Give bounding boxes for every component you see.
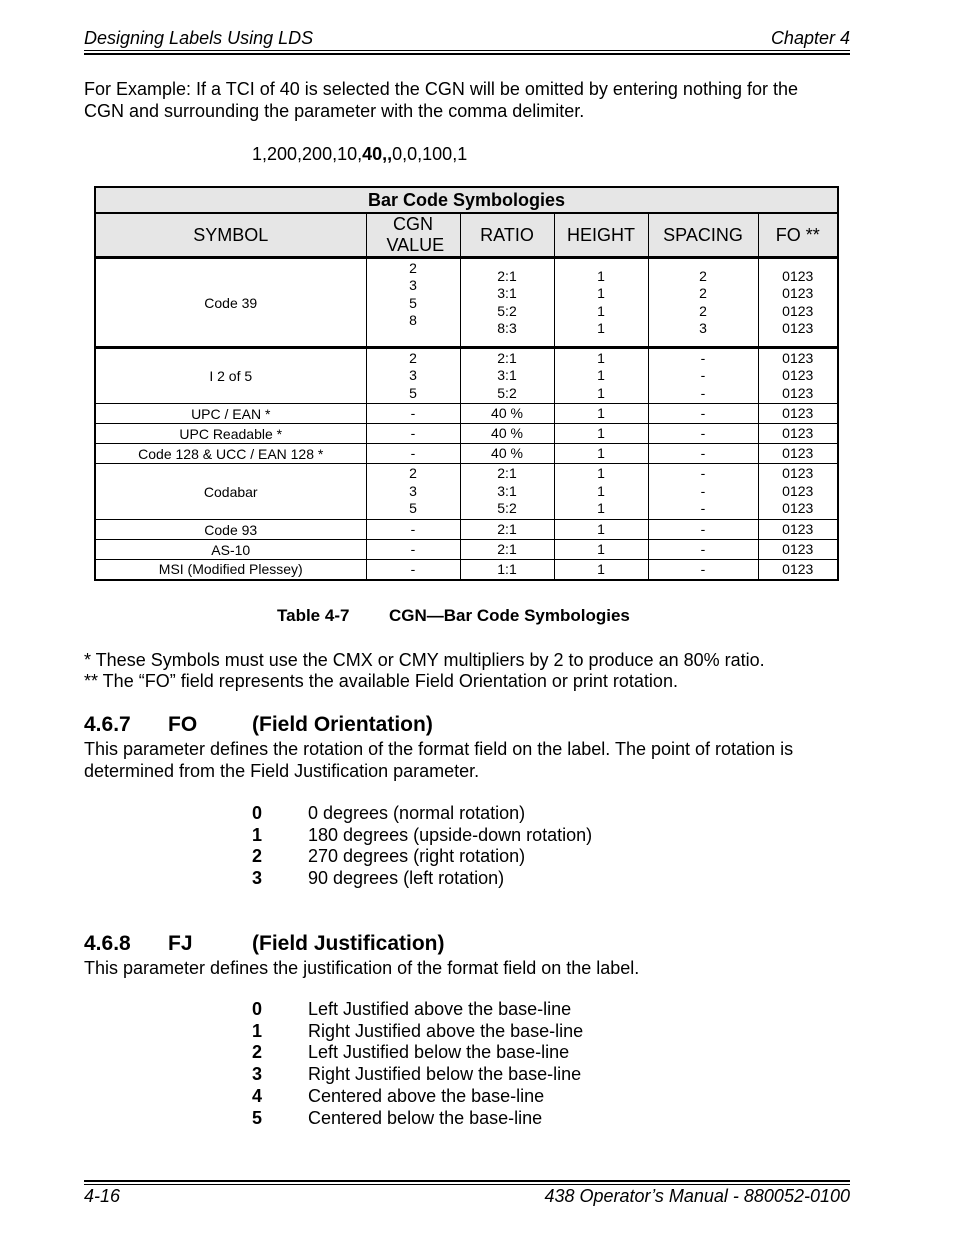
fo-desc-1: This parameter defines the rotation of the format field on the label. The point of rotation is — [84, 739, 794, 759]
cell-values — [555, 445, 648, 463]
cell-value: 0123 — [782, 267, 814, 284]
cell-fo — [758, 560, 838, 580]
cell-ratio — [460, 348, 554, 404]
column-header: CGN VALUE — [366, 213, 460, 258]
cell-value: 1 — [597, 404, 605, 421]
cell-spacing — [648, 404, 758, 424]
cell-value: - — [700, 367, 706, 384]
list-item — [252, 1042, 752, 1064]
cell-value: 1 — [597, 424, 605, 441]
cell-value: 8:3 — [497, 320, 517, 336]
column-header: FO ** — [758, 213, 838, 258]
list-item — [252, 1021, 752, 1043]
option-number: 3 — [252, 867, 263, 888]
cell-value: 2 — [409, 259, 417, 276]
note-1: * These Symbols must use the CMX or CMY multipliers by 2 to produce an 80% ratio. — [84, 650, 765, 670]
cell-value: 2:1 — [497, 349, 517, 366]
cell-value: 2 — [699, 285, 707, 301]
cell-value: - — [700, 349, 706, 366]
table-row — [95, 404, 838, 424]
footer-rule-thick — [84, 1180, 850, 1182]
cell-values — [555, 561, 648, 579]
cell-cgn — [366, 404, 460, 424]
cell-cgn — [366, 560, 460, 580]
cell-values — [367, 445, 460, 463]
intro-line-2: CGN and surrounding the parameter with the comma delimiter. — [84, 101, 585, 121]
cell-values — [759, 541, 838, 559]
option-text: Centered above the base-line — [308, 1085, 545, 1106]
option-text: 90 degrees (left rotation) — [308, 867, 505, 888]
cell-values — [555, 268, 648, 338]
list-item — [252, 825, 752, 847]
cell-ratio — [460, 404, 554, 424]
list-item — [252, 868, 752, 890]
cell-values — [367, 541, 460, 559]
table-row — [95, 444, 838, 464]
cell-fo — [758, 464, 838, 520]
cell-values — [759, 465, 838, 518]
cell-cgn — [366, 424, 460, 444]
cell-value: - — [700, 384, 706, 401]
cell-values — [367, 260, 460, 330]
cell-value: 5:2 — [497, 500, 517, 517]
table-row — [95, 540, 838, 560]
cell-values — [367, 405, 460, 423]
column-header: SPACING — [648, 213, 758, 258]
note-2: ** The “FO” field represents the available Field Orientation or print rotation. — [84, 671, 678, 691]
cell-values — [759, 350, 838, 403]
option-number: 2 — [252, 846, 263, 866]
cell-value: 1:1 — [497, 560, 517, 577]
cell-cgn — [366, 444, 460, 464]
cell-values — [759, 521, 838, 539]
cell-value: 0123 — [782, 320, 814, 336]
cell-values — [555, 425, 648, 443]
cell-value: 1 — [597, 384, 605, 401]
cell-value: - — [700, 500, 706, 517]
cell-values — [461, 541, 554, 559]
cell-ratio — [460, 464, 554, 520]
cell-symbol: UPC Readable * — [95, 424, 366, 444]
cell-value: - — [700, 482, 706, 499]
cell-ratio — [460, 520, 554, 540]
cell-values — [759, 268, 838, 338]
cell-value: 3 — [409, 482, 417, 499]
footer-right: 438 Operator’s Manual - 880052-0100 — [544, 1186, 850, 1206]
list-item — [252, 803, 752, 825]
list-item — [252, 846, 752, 868]
table-row — [95, 464, 838, 520]
cell-value: 2:1 — [497, 520, 517, 537]
section-title: (Field Orientation) — [252, 713, 433, 736]
cell-value: 1 — [597, 302, 605, 319]
cell-ratio — [460, 258, 554, 348]
cell-values — [461, 268, 554, 338]
cell-cgn — [366, 540, 460, 560]
cell-value: 8 — [409, 312, 417, 328]
option-number: 0 — [252, 999, 263, 1019]
cell-value: 0123 — [782, 367, 814, 384]
cell-value: - — [410, 520, 416, 537]
cell-value: 40 % — [491, 444, 523, 461]
cell-values — [367, 561, 460, 579]
cell-values — [555, 521, 648, 539]
footer-rule — [84, 1184, 850, 1185]
section-number: 4.6.8 — [84, 932, 131, 955]
cell-values — [555, 405, 648, 423]
cell-value: - — [700, 540, 706, 557]
cell-spacing — [648, 348, 758, 404]
cell-cgn — [366, 348, 460, 404]
cell-value: 0123 — [782, 302, 814, 319]
cell-values — [555, 465, 648, 518]
cell-symbol: MSI (Modified Plessey) — [95, 560, 366, 580]
cell-value: 1 — [597, 367, 605, 384]
table-row — [95, 348, 838, 404]
cell-values — [649, 561, 758, 579]
cell-values — [461, 350, 554, 403]
option-text: Left Justified above the base-line — [308, 999, 572, 1019]
column-header: RATIO — [460, 213, 554, 258]
cell-ratio — [460, 540, 554, 560]
cell-value: 1 — [597, 444, 605, 461]
header-rule-thick — [84, 53, 850, 55]
option-text: Right Justified above the base-line — [308, 1020, 584, 1041]
cell-value: 5 — [409, 294, 417, 311]
cell-ratio — [460, 560, 554, 580]
section-number: 4.6.7 — [84, 713, 131, 736]
table-caption-number: Table 4-7 — [277, 606, 350, 625]
cell-values — [649, 521, 758, 539]
option-number: 1 — [252, 1020, 263, 1041]
cell-symbol: I 2 of 5 — [95, 348, 366, 404]
cell-values — [759, 405, 838, 423]
cell-fo — [758, 348, 838, 404]
cell-values — [461, 465, 554, 518]
cell-height — [554, 520, 648, 540]
cell-symbol: Code 93 — [95, 520, 366, 540]
cell-value: 1 — [597, 482, 605, 499]
cell-value: 1 — [597, 267, 605, 284]
cell-value: - — [410, 404, 416, 421]
section-heading-fo — [84, 713, 584, 739]
cell-value: 0123 — [782, 444, 814, 461]
cell-values — [759, 561, 838, 579]
option-number: 1 — [252, 824, 263, 845]
cell-values — [649, 541, 758, 559]
column-header: HEIGHT — [554, 213, 648, 258]
cell-values — [649, 445, 758, 463]
section-title: (Field Justification) — [252, 932, 445, 955]
cell-values — [461, 425, 554, 443]
cell-ratio — [460, 444, 554, 464]
cell-value: - — [700, 424, 706, 441]
cell-values — [555, 541, 648, 559]
table-caption-text: CGN—Bar Code Symbologies — [389, 606, 630, 625]
cell-height — [554, 560, 648, 580]
option-number: 4 — [252, 1085, 263, 1106]
cell-value: 0123 — [782, 285, 814, 301]
table-title: Bar Code Symbologies — [95, 187, 838, 213]
list-item — [252, 1108, 752, 1130]
cell-value: 2 — [409, 349, 417, 366]
cell-values — [461, 561, 554, 579]
cell-fo — [758, 520, 838, 540]
cell-value: - — [410, 444, 416, 461]
option-text: Left Justified below the base-line — [308, 1042, 570, 1063]
cell-value: 5:2 — [497, 384, 517, 401]
cell-cgn — [366, 464, 460, 520]
option-text: 270 degrees (right rotation) — [308, 846, 526, 866]
cell-fo — [758, 540, 838, 560]
cell-value: - — [700, 560, 706, 577]
cell-value: 2:1 — [497, 540, 517, 557]
cell-value: 0123 — [782, 500, 814, 517]
cell-value: 1 — [597, 500, 605, 517]
cell-height — [554, 424, 648, 444]
cell-spacing — [648, 464, 758, 520]
cell-fo — [758, 444, 838, 464]
cell-symbol: Code 128 & UCC / EAN 128 * — [95, 444, 366, 464]
cell-values — [367, 521, 460, 539]
cell-value: - — [410, 424, 416, 441]
header-left: Designing Labels Using LDS — [84, 28, 314, 48]
cell-cgn — [366, 258, 460, 348]
table-row — [95, 258, 838, 348]
fo-desc-2: determined from the Field Justification parameter. — [84, 761, 480, 781]
cell-value: 1 — [597, 285, 605, 301]
cell-value: 3 — [409, 367, 417, 384]
cell-value: 5 — [409, 500, 417, 517]
header-rule — [84, 50, 850, 51]
example-pre: 1,200,200,10, — [252, 144, 363, 164]
section-code: FJ — [168, 932, 193, 955]
cell-values — [649, 425, 758, 443]
cell-values — [649, 405, 758, 423]
cell-value: 1 — [597, 540, 605, 557]
cell-spacing — [648, 258, 758, 348]
cell-values — [461, 405, 554, 423]
cell-values — [461, 445, 554, 463]
cell-ratio — [460, 424, 554, 444]
cell-value: 0123 — [782, 349, 814, 366]
cell-value: - — [700, 465, 706, 482]
cell-value: 0123 — [782, 520, 814, 537]
cell-fo — [758, 258, 838, 348]
cell-value: 5:2 — [497, 302, 517, 319]
bar-code-table — [94, 186, 839, 581]
cell-value: 0123 — [782, 560, 814, 577]
cell-value: 2 — [699, 267, 707, 284]
cell-value: 2:1 — [497, 267, 517, 284]
cell-height — [554, 540, 648, 560]
cell-height — [554, 444, 648, 464]
cell-value: 40 % — [491, 424, 523, 441]
list-item — [252, 1064, 752, 1086]
cell-values — [461, 521, 554, 539]
cell-value: 1 — [597, 349, 605, 366]
cell-values — [649, 465, 758, 518]
cell-value: 3 — [699, 320, 707, 336]
cell-value: 1 — [597, 320, 605, 336]
cell-value: 0123 — [782, 384, 814, 401]
cell-value: - — [700, 520, 706, 537]
cell-spacing — [648, 424, 758, 444]
table-row — [95, 424, 838, 444]
section-code: FO — [168, 713, 198, 736]
cell-cgn — [366, 520, 460, 540]
option-text: Centered below the base-line — [308, 1107, 543, 1128]
cell-value: 0123 — [782, 540, 814, 557]
cell-value: 0123 — [782, 404, 814, 421]
cell-value: 0123 — [782, 424, 814, 441]
option-text: 180 degrees (upside-down rotation) — [308, 824, 593, 845]
cell-height — [554, 348, 648, 404]
cell-values — [759, 425, 838, 443]
cell-value: 2:1 — [497, 465, 517, 482]
option-number: 2 — [252, 1042, 263, 1063]
cell-value: - — [700, 444, 706, 461]
section-heading-fj — [84, 932, 584, 958]
option-number: 3 — [252, 1064, 263, 1085]
example-command — [252, 143, 467, 165]
cell-values — [555, 350, 648, 403]
option-number: 5 — [252, 1107, 263, 1128]
table-row — [95, 520, 838, 540]
cell-symbol: AS-10 — [95, 540, 366, 560]
cell-value: 2 — [409, 465, 417, 482]
cell-symbol: Codabar — [95, 464, 366, 520]
cell-value: 3:1 — [497, 367, 517, 384]
cell-values — [367, 425, 460, 443]
cell-value: - — [410, 540, 416, 557]
cell-height — [554, 258, 648, 348]
cell-values — [649, 268, 758, 338]
cell-value: - — [700, 404, 706, 421]
cell-value: 0123 — [782, 465, 814, 482]
footer-left: 4-16 — [84, 1186, 121, 1206]
cell-height — [554, 404, 648, 424]
example-post: 0,0,100,1 — [392, 144, 468, 164]
cell-value: 1 — [597, 465, 605, 482]
cell-symbol: UPC / EAN * — [95, 404, 366, 424]
intro-line-1: For Example: If a TCI of 40 is selected the CGN will be omitted by entering nothing for the — [84, 79, 799, 99]
cell-value: 5 — [409, 384, 417, 401]
list-item — [252, 999, 752, 1021]
cell-value: 3 — [409, 277, 417, 293]
option-number: 0 — [252, 803, 263, 823]
table-row — [95, 560, 838, 580]
header-right: Chapter 4 — [770, 28, 850, 48]
fj-desc-1: This parameter defines the justification of the format field on the label. — [84, 958, 640, 978]
cell-values — [367, 350, 460, 403]
cell-values — [367, 465, 460, 518]
cell-fo — [758, 404, 838, 424]
cell-value: 0123 — [782, 482, 814, 499]
cell-fo — [758, 424, 838, 444]
cell-value: 3:1 — [497, 482, 517, 499]
column-header: SYMBOL — [95, 213, 366, 258]
cell-spacing — [648, 444, 758, 464]
option-text: 0 degrees (normal rotation) — [308, 803, 526, 823]
cell-spacing — [648, 520, 758, 540]
cell-value: - — [410, 560, 416, 577]
cell-values — [759, 445, 838, 463]
cell-value: 3:1 — [497, 285, 517, 301]
cell-spacing — [648, 560, 758, 580]
option-text: Right Justified below the base-line — [308, 1064, 582, 1085]
cell-values — [649, 350, 758, 403]
cell-value: 1 — [597, 560, 605, 577]
cell-value: 2 — [699, 302, 707, 319]
example-bold: 40,, — [362, 144, 393, 164]
cell-value: 1 — [597, 520, 605, 537]
cell-spacing — [648, 540, 758, 560]
cell-height — [554, 464, 648, 520]
cell-value: 40 % — [491, 404, 523, 421]
list-item — [252, 1086, 752, 1108]
cell-symbol: Code 39 — [95, 258, 366, 348]
